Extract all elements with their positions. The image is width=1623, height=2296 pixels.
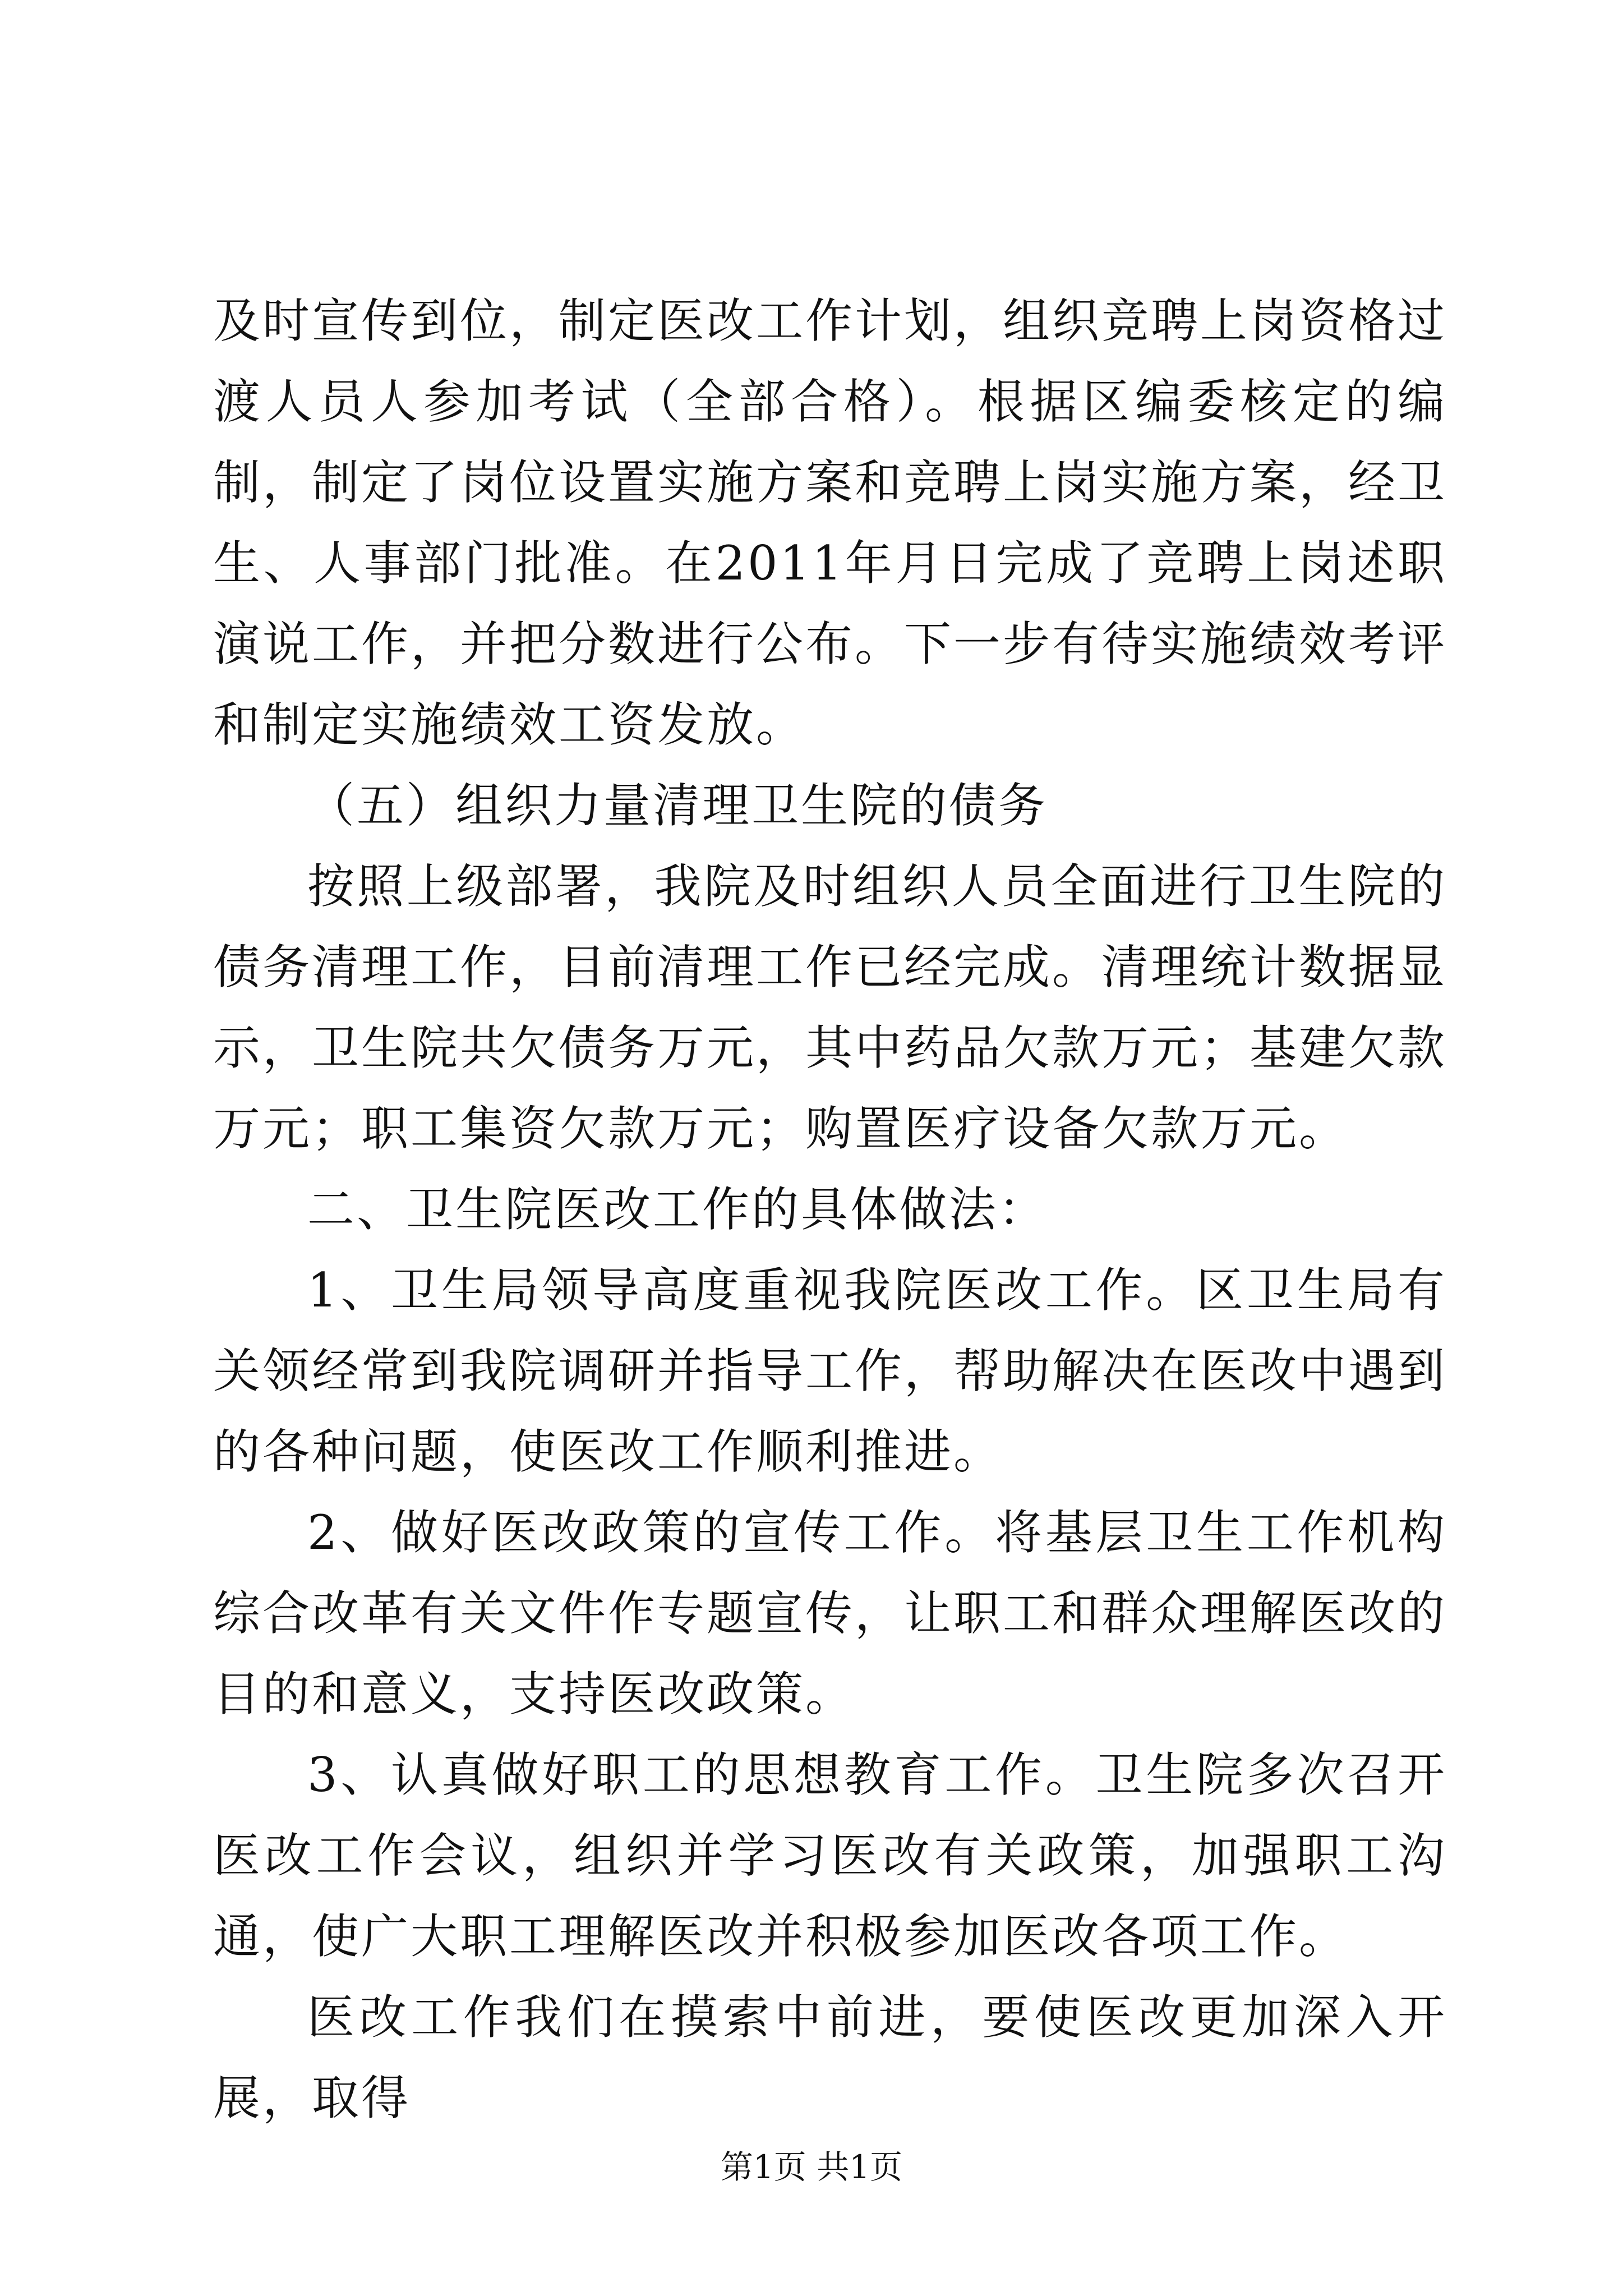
paragraph-continued: 及时宣传到位，制定医改工作计划，组织竞聘上岗资格过渡人员人参加考试（全部合格）。根据区编委核定的编制，制定了岗位设置实施方案和竞聘上岗实施方案，经卫生、人事部门批准。在2011年月日完成了竞聘上岗述职演说工作，并把分数进行公布。下一步有待实施绩效考评和制定实施绩效工资发放。 bbox=[213, 293, 1447, 752]
document-body bbox=[213, 280, 1447, 2138]
section-heading-practices: 二、卫生院医改工作的具体做法： bbox=[307, 1182, 1048, 1237]
list-item-3: 3、认真做好职工的思想教育工作。卫生院多次召开医改工作会议，组织并学习医改有关政策，加强职工沟通，使广大职工理解医改并积极参加医改各项工作。 bbox=[213, 1747, 1447, 1964]
paragraph-closing: 医改工作我们在摸索中前进，要使医改更加深入开展，取得 bbox=[213, 1990, 1447, 2125]
list-item-1: 1、卫生局领导高度重视我院医改工作。区卫生局有关领经常到我院调研并指导工作，帮助解决在医改中遇到的各种问题，使医改工作顺利推进。 bbox=[213, 1263, 1447, 1479]
page-number-footer: 第1页 共1页 bbox=[720, 2148, 903, 2186]
list-item-2: 2、做好医改政策的宣传工作。将基层卫生工作机构综合改革有关文件作专题宣传，让职工和群众理解医改的目的和意义，支持医改政策。 bbox=[213, 1505, 1447, 1722]
section-heading-debt-cleanup: （五）组织力量清理卫生院的债务 bbox=[307, 778, 1048, 833]
paragraph-debt-cleanup: 按照上级部署，我院及时组织人员全面进行卫生院的债务清理工作，目前清理工作已经完成。清理统计数据显示，卫生院共欠债务万元，其中药品欠款万元；基建欠款万元；职工集资欠款万元；购置医疗设备欠款万元。 bbox=[213, 859, 1447, 1156]
